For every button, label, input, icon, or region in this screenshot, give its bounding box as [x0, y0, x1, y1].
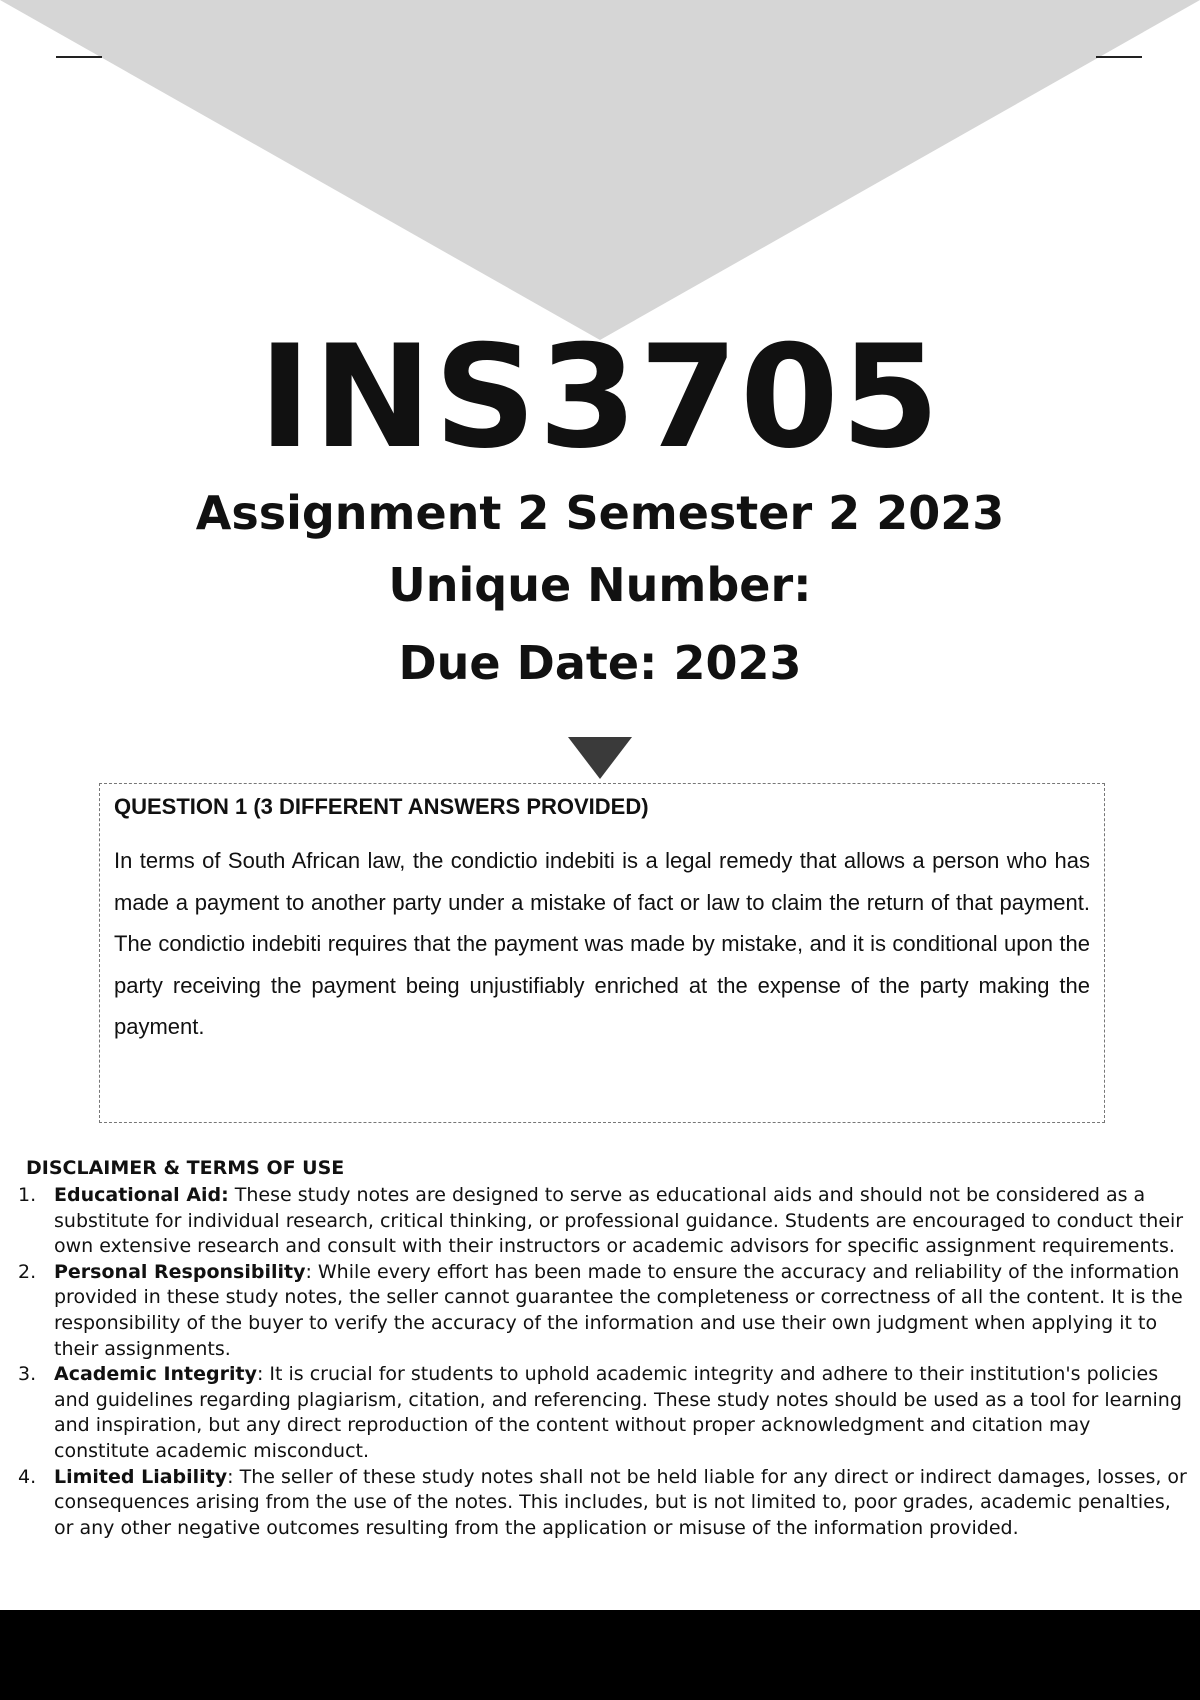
- list-item-text: : It is crucial for students to uphold academic integrity and adhere to their institution's policies and guidelines regarding plagiarism, citation, and referencing. These study notes should be used as a tool for learning and inspiration, but any direct reproduction of the content without proper acknowledgment and citation may constitute academic misconduct.: [54, 1363, 1182, 1462]
- list-item: [18, 1183, 1190, 1260]
- list-item-term: Academic Integrity: [54, 1363, 257, 1386]
- disclaimer-section: [18, 1157, 1190, 1541]
- question-answer-text: In terms of South African law, the condictio indebiti is a legal remedy that allows a person who has made a payment to another party under a mistake of fact or law to claim the return of that payment. The condictio indebiti requires that the payment was made by mistake, and it is conditional upon the party receiving the payment being unjustifiably enriched at the expense of the party making the payment.: [114, 848, 1090, 1039]
- list-item-text: : While every effort has been made to ensure the accuracy and reliability of the information provided in these study notes, the seller cannot guarantee the completeness or correctness of all the content. It is the responsibility of the buyer to verify the accuracy of the information and use their own judgment when applying it to their assignments.: [54, 1260, 1183, 1360]
- footer-bar: [0, 1610, 1200, 1700]
- list-item-term: Educational Aid:: [54, 1184, 229, 1206]
- disclaimer-title: DISCLAIMER & TERMS OF USE: [26, 1157, 345, 1179]
- due-date-label: Due Date: 2023: [398, 636, 802, 690]
- unique-number-label: Unique Number:: [388, 558, 812, 612]
- list-item-number: 1.: [18, 1184, 37, 1206]
- down-triangle-icon: [568, 737, 632, 779]
- assignment-subtitle: Assignment 2 Semester 2 2023: [195, 486, 1005, 540]
- list-item-number: 4.: [18, 1465, 37, 1488]
- corner-rule-right: [1096, 56, 1142, 58]
- list-item: [18, 1465, 1190, 1542]
- header-chevron-banner: [0, 0, 1200, 340]
- disclaimer-list: [18, 1183, 1190, 1541]
- list-item: [18, 1260, 1190, 1362]
- list-item: [18, 1362, 1190, 1464]
- list-item-number: 3.: [18, 1363, 37, 1386]
- question-preview-box: [99, 783, 1105, 1123]
- list-item-term: Limited Liability: [54, 1465, 228, 1488]
- list-item-text: These study notes are designed to serve as educational aids and should not be considered as a substitute for individual research, critical thinking, or professional guidance. Students are encouraged to conduct their own extensive research and consult with their instructors or academic advisors for specific assignment requirements.: [54, 1184, 1184, 1258]
- course-code-title: INS3705: [258, 315, 942, 480]
- question-heading: QUESTION 1 (3 DIFFERENT ANSWERS PROVIDED): [114, 794, 649, 819]
- list-item-text: : The seller of these study notes shall not be held liable for any direct or indirect damages, losses, or consequences arising from the use of the notes. This includes, but is not limited to, poor grades, academic penalties, or any other negative outcomes resulting from the application or misuse of the information provided.: [54, 1465, 1187, 1539]
- list-item-term: Personal Responsibility: [54, 1260, 306, 1283]
- list-item-number: 2.: [18, 1260, 37, 1283]
- corner-rule-left: [56, 56, 102, 58]
